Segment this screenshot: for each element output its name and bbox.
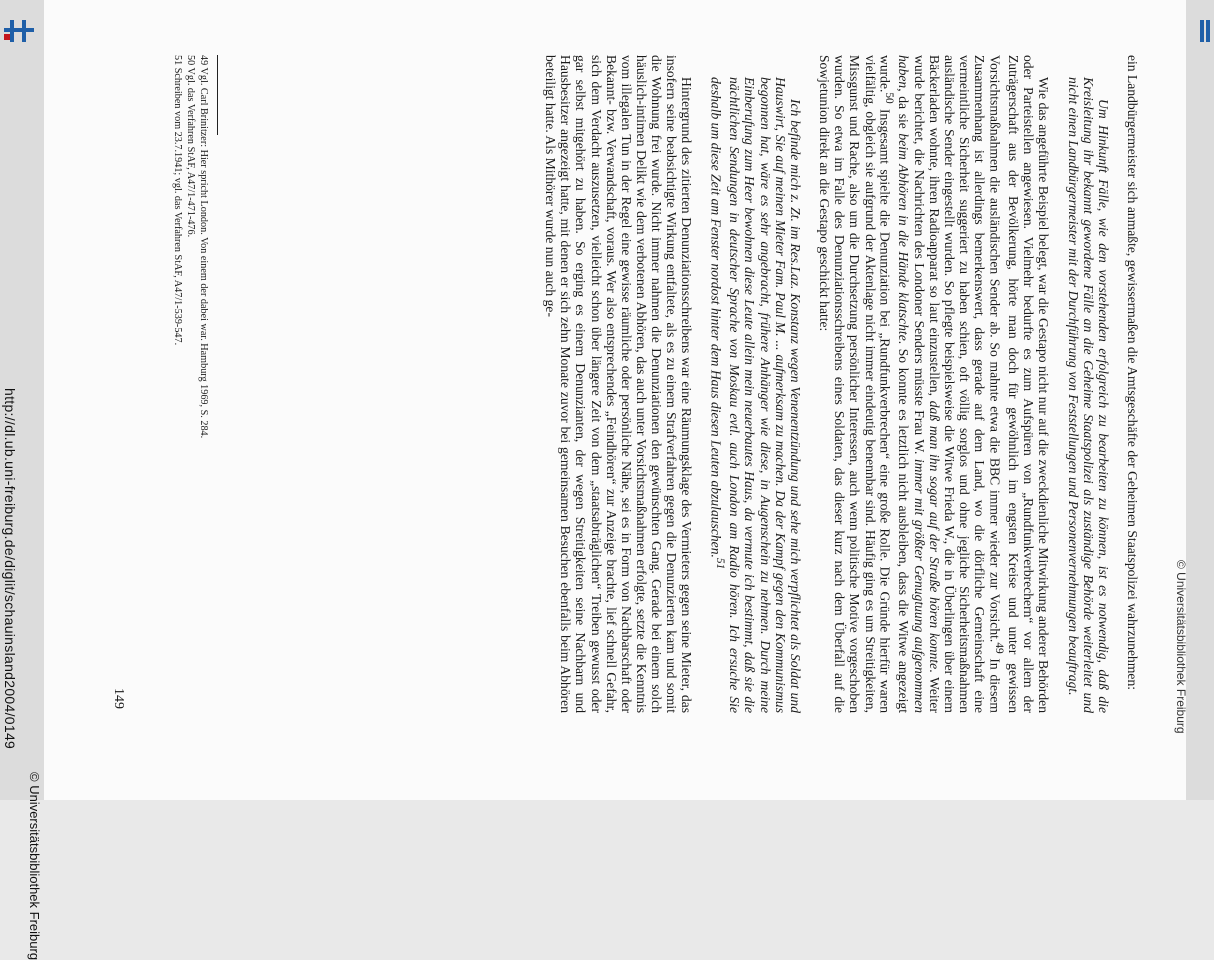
library-logo-icon [1198,20,1212,42]
quote-block: Ich befinde mich z. Zt. im Res.Laz. Konstanz wegen Venenentzündung und sehe mich verpflichtet als Soldat und Hauswirt, Sie auf meinen Mieter Fam. Paul M. ... aufmerksam zu machen. Da der Kampf gegen den Kommunismus begonnen hat, wäre es sehr angebracht, frühere Anhänger wie diese, in Augenschein zu nehmen. Durch meine Einberufung zum Heer bewohnen diese Leute allein mein neuerbautes Haus, da vermute ich bestimmt, daß sie die nächtlichen Sendungen in deutscher Sprache von Moskau evtl. auch London am Radio hören. Ich ersuche Sie deshalb um diese Zeit am Fenster nordost hinter dem Haus diesen Leuten abzulauschen.$^{51}$ [708,77,803,713]
library-logo-icon [4,20,34,42]
footnote: 50 Vgl. das Verfahren StAF, A47/1-471-476. [185,55,196,238]
footnote-ref: 51 [714,557,727,570]
page-number: 149 [111,688,126,709]
document-url[interactable]: http://dl.ub.uni-freiburg.de/diglit/schauinsland2004/0149 [2,388,18,750]
footnotes [171,55,210,713]
scanned-page [44,0,1186,800]
page-body [543,55,1140,713]
footnote-ref: 49 [992,642,1005,654]
paragraph: ein Landbürgermeister sich anmaßte, gewissermaßen die Amtsgeschäfte der Geheimen Staatspolizei wahrzunehmen: [1125,55,1140,691]
left-viewer-strip [0,0,44,960]
paragraph: Hintergrund des zitierten Denunziationsschreibens war eine Räumungsklage des Vermieters gegen seine Mieter, das insofern seine beabsichtigte Wirkung entfaltete, als es zu einem Strafverfahren gegen die Denunzierten kam und somit die Wohnung frei wurde. Nicht immer nahmen die Denunziationen den gewünschten Gang. Gerade bei einem solch häuslich-intimen Delikt wie dem verbotenen Abhören, das auch unter Vorsichtsmaßnahmen erfolgte, setzte die Kenntnis vom illegalen Tun in der Regel eine gewisse räumliche oder persönliche Nähe, sei es in Form von Nachbarschaft oder Bekannt- bzw. Verwandschaft, voraus. Wer also entsprechendes „Feindhören“ zur Anzeige brachte, lief schnell Gefahr, sich dem Verdacht auszusetzen, vielleicht schon über längere Zeit von dem „staatsabträglichen“ Treiben gewusst oder gar selbst mitgehört zu haben. So erging es einem Denunzianten, der wegen Streitigkeiten seine Nachbarn und Hausbesitzer angezeigt hatte, mit denen er sich zehn Monate zuvor bei gemeinsamen Besuchen ebenfalls beim Abhören beteiligt hatte. Als Mithörer wurde nun auch ge- [543,55,695,713]
footnote: 49 Vgl. Carl Brinitzer: Hier spricht London. Von einem der dabei war. Hamburg 1969, S. 284. [198,55,209,439]
paragraph: Wie das angeführte Beispiel belegt, war die Gestapo nicht nur auf die zweckdienliche Mitwirkung anderer Behörden oder Parteistellen angewiesen. Vielmehr bedurfte es zum Aufspüren von „Rundfunkverbrechern“ vor allem der Zuträgerschaft aus der Bevölkerung, hörte man doch für gewöhnlich im engsten Kreise und unter gewissen Vorsichtsmaßnahmen die ausländischen Sender ab. So mahnte etwa die BBC immer wieder zur Vorsicht.$^{49}$ In diesem Zusammenhang ist allerdings bemerkenswert, dass gerade auf dem Land, wo die dörfliche Gemeinschaft eine vermeintliche Sicherheit suggeriert zu haben schien, oft völlig sorglos und ohne jegliche Sicherheitsmaßnahmen ausländische Sender eingestellt wurden. So pflegte beispielsweise die Witwe Frieda W., die in Überlingen über einem Bäckerladen wohnte, ihren Radioapparat so laut einzustellen, daß man ihn sogar auf der Straße hören konnte. Weiter wurde berichtet, die Nachrichten des Londoner Senders müsste Frau W. immer mit größter Genugtuung aufgenommen haben, da sie beim Abhören in die Hände klatschte. So konnte es letztlich nicht ausbleiben, dass die Witwe angezeigt wurde.$^{50}$ Insgesamt spielte die Denunziation bei „Rundfunkverbrechen“ eine große Rolle. Die Gründe hierfür waren vielfältig, obgleich sie aufgrund der Aktenlage nicht immer eindeutig benennbar sind. Häufig ging es um Streitigkeiten, Missgunst und Rache, also um die Durchsetzung persönlicher Interessen, auch wenn politische Motive vorgeschoben wurden. So etwa im Falle des Denunziationsschreibens eines Soldaten, das dieser kurz nach dem Überfall auf die Sowjetunion direkt an die Gestapo geschickt hatte: [817,55,1052,714]
right-viewer-strip [1174,0,1214,800]
copyright-notice: © Universitätsbibliothek Freiburg [27,772,42,960]
copyright-notice: © Universitätsbibliothek Freiburg [1174,560,1188,734]
footnote-divider [217,55,218,135]
footnote-ref: 50 [883,92,896,104]
footnote: 51 Schreiben vom 23.7.1941; vgl. das Verfahren StAF, A47/1-539-547. [172,55,183,346]
scanned-page-viewport [44,0,1186,800]
quote-block: Um Hinkunft Fälle, wie den vorstehenden erfolgreich zu bearbeiten zu können, ist es notwendig, daß die Kreisleitung ihr bekannt gewordene Fälle an die Geheime Staatspolizei als zuständige Behörde weiterleitet und nicht einen Landbürgermeister mit der Durchführung von Feststellungen und Personenvernehmungen beauftragt. [1065,77,1111,713]
